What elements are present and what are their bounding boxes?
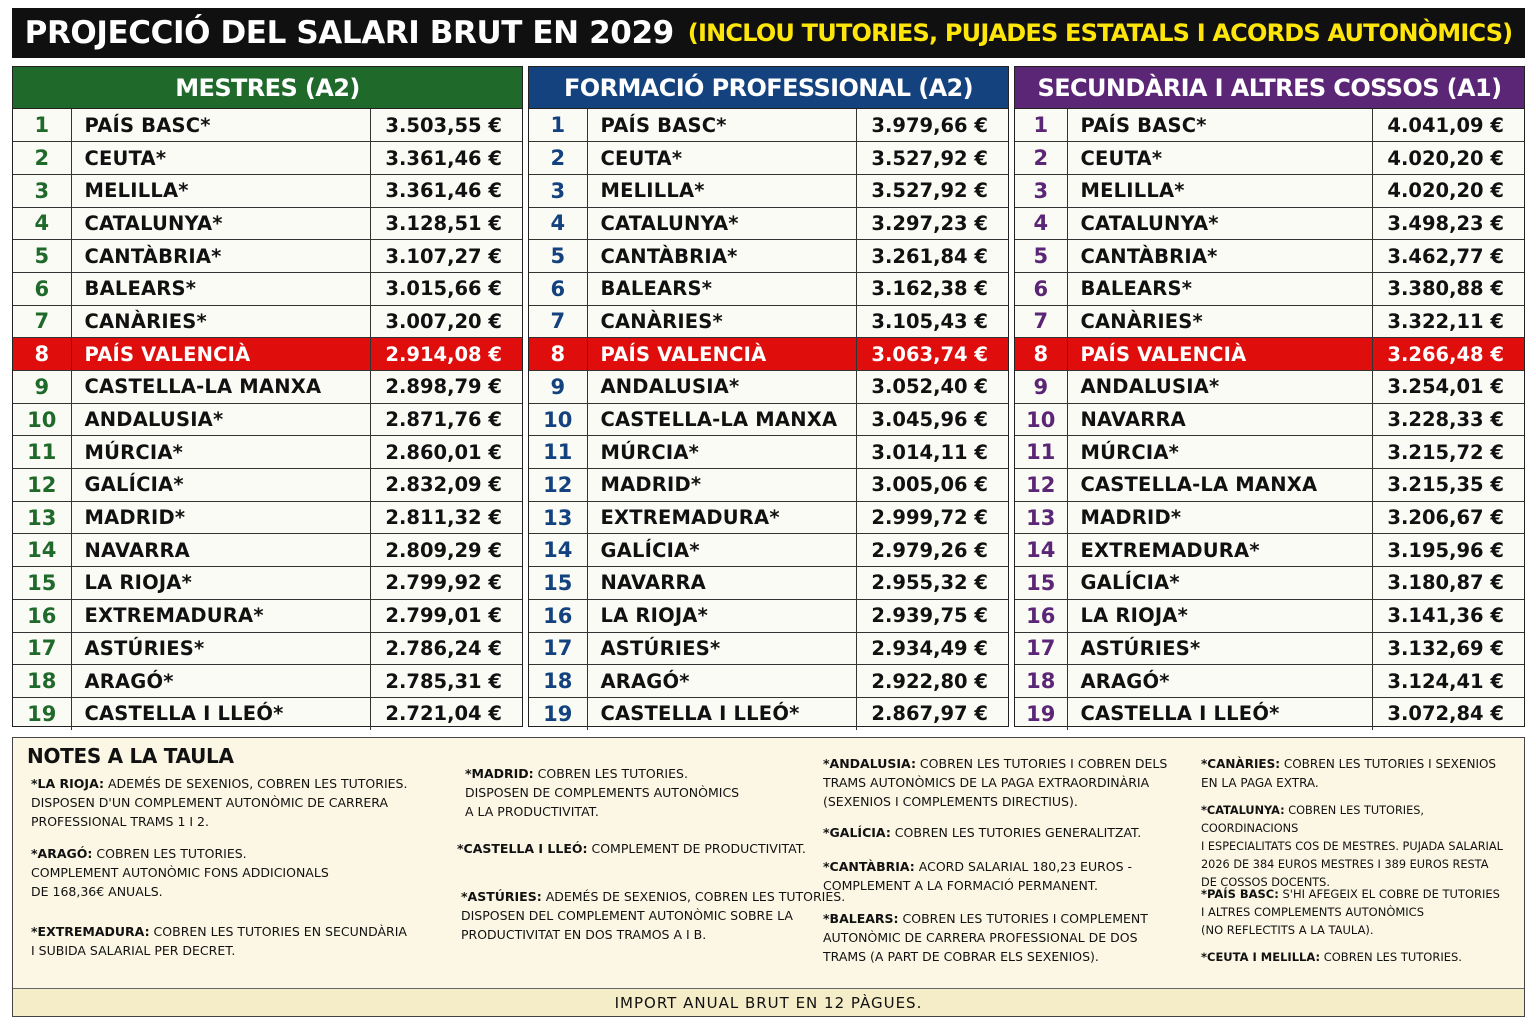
table-row xyxy=(1015,305,1524,338)
salary-cell: 3.045,96 € xyxy=(856,403,1008,436)
rank-cell: 19 xyxy=(1015,697,1067,730)
salary-cell: 2.934,49 € xyxy=(856,632,1008,665)
salary-cell: 3.527,92 € xyxy=(856,142,1008,175)
region-cell: PAÍS VALENCIÀ xyxy=(1067,338,1372,371)
table-row xyxy=(13,305,522,338)
rank-cell: 5 xyxy=(1015,240,1067,273)
table-row xyxy=(1015,436,1524,469)
region-cell: ANDALUSIA* xyxy=(71,403,370,436)
region-cell: EXTREMADURA* xyxy=(71,599,370,632)
note-label: *ARAGÓ: xyxy=(31,846,93,861)
region-cell: ANDALUSIA* xyxy=(587,371,856,404)
salary-cell: 3.132,69 € xyxy=(1372,632,1524,665)
table-row xyxy=(529,632,1008,665)
table-row xyxy=(529,567,1008,600)
salary-cell: 4.041,09 € xyxy=(1372,109,1524,142)
rank-cell: 17 xyxy=(529,632,587,665)
table-row xyxy=(529,142,1008,175)
salary-cell: 2.898,79 € xyxy=(370,371,522,404)
salary-cell: 2.979,26 € xyxy=(856,534,1008,567)
note-castella-i-lleo xyxy=(457,839,806,858)
salary-cell: 3.498,23 € xyxy=(1372,207,1524,240)
region-cell: ASTÚRIES* xyxy=(71,632,370,665)
region-cell: CASTELLA I LLEÓ* xyxy=(1067,697,1372,730)
salary-cell: 2.785,31 € xyxy=(370,665,522,698)
salary-cell: 3.072,84 € xyxy=(1387,702,1504,726)
region-cell: GALÍCIA* xyxy=(71,469,370,502)
table-row xyxy=(13,371,522,404)
ranking-table xyxy=(529,109,1008,730)
salary-cell: 3.361,46 € xyxy=(370,174,522,207)
table-row xyxy=(13,501,522,534)
salary-cell: 2.939,75 € xyxy=(856,599,1008,632)
salary-cell: 2.860,01 € xyxy=(370,436,522,469)
region-cell: GALÍCIA* xyxy=(1067,567,1372,600)
note-text: COBREN LES TUTORIES I COBREN DELS TRAMS AUTONÒMICS DE LA PAGA EXTRAORDINÀRIA (SEXENIOS I COMPLEMENTS DIRECTIUS). xyxy=(823,756,1168,809)
table-row xyxy=(529,207,1008,240)
rank-cell: 8 xyxy=(1015,338,1067,371)
note-pais-basc xyxy=(1201,885,1500,939)
title-bar xyxy=(12,8,1525,58)
region-cell: CANÀRIES* xyxy=(1067,305,1372,338)
table-row xyxy=(529,240,1008,273)
salary-cell: 3.141,36 € xyxy=(1372,599,1524,632)
salary-cell: 3.380,88 € xyxy=(1372,272,1524,305)
rank-cell: 17 xyxy=(1015,632,1067,665)
salary-cell: 3.124,41 € xyxy=(1372,665,1524,698)
note-label: *MADRID: xyxy=(465,766,534,781)
region-cell: CATALUNYA* xyxy=(71,207,370,240)
salary-cell: 3.503,55 € xyxy=(370,109,522,142)
region-cell: CATALUNYA* xyxy=(587,207,856,240)
region-cell: CEUTA* xyxy=(1067,142,1372,175)
region-cell: BALEARS* xyxy=(587,272,856,305)
table-row xyxy=(13,697,522,730)
region-cell: EXTREMADURA* xyxy=(587,501,856,534)
salary-cell: 3.261,84 € xyxy=(856,240,1008,273)
table-row xyxy=(1015,697,1524,730)
note-label: *GALÍCIA: xyxy=(823,825,891,840)
rank-cell: 12 xyxy=(13,469,71,502)
salary-cell: 2.809,29 € xyxy=(370,534,522,567)
table-row xyxy=(1015,665,1524,698)
region-cell: NAVARRA xyxy=(1067,403,1372,436)
salary-cell: 3.005,06 € xyxy=(856,469,1008,502)
region-cell: ARAGÓ* xyxy=(71,665,370,698)
table-row xyxy=(1015,109,1524,142)
region-cell: ARAGÓ* xyxy=(587,665,856,698)
note-label: *CATALUNYA: xyxy=(1201,804,1285,817)
page-subtitle: (INCLOU TUTORIES, PUJADES ESTATALS I ACORDS AUTONÒMICS) xyxy=(687,19,1513,47)
notes-box xyxy=(12,737,1525,1017)
rank-cell: 2 xyxy=(529,142,587,175)
salary-cell: 3.361,46 € xyxy=(370,142,522,175)
region-cell: GALÍCIA* xyxy=(587,534,856,567)
salary-cell: 3.015,66 € xyxy=(370,272,522,305)
rank-cell: 16 xyxy=(529,599,587,632)
rank-cell: 8 xyxy=(13,338,71,371)
table-row xyxy=(529,338,1008,371)
table-row xyxy=(1015,371,1524,404)
region-cell: PAÍS BASC* xyxy=(587,109,856,142)
rank-cell: 6 xyxy=(1015,272,1067,305)
table-row xyxy=(1015,174,1524,207)
rank-cell: 1 xyxy=(13,109,71,142)
rank-cell: 3 xyxy=(529,174,587,207)
rank-cell: 9 xyxy=(1015,371,1067,404)
region-cell: LA RIOJA* xyxy=(71,567,370,600)
table-row xyxy=(529,534,1008,567)
salary-cell: 3.162,38 € xyxy=(856,272,1008,305)
note-text: COBREN LES TUTORIES EN SECUNDÀRIA I SUBIDA SALARIAL PER DECRET. xyxy=(31,924,407,958)
note-text: COBREN LES TUTORIES I COMPLEMENT AUTONÒMIC DE CARRERA PROFESSIONAL DE DOS TRAMS (A PART DE COBRAR ELS SEXENIOS). xyxy=(823,911,1148,964)
note-extremadura xyxy=(31,922,407,960)
salary-cell: 3.105,43 € xyxy=(856,305,1008,338)
salary-cell: 2.871,76 € xyxy=(370,403,522,436)
rank-cell: 1 xyxy=(529,109,587,142)
note-andalusia xyxy=(823,754,1167,811)
rank-cell: 13 xyxy=(529,501,587,534)
region-cell: NAVARRA xyxy=(587,567,856,600)
rank-cell: 5 xyxy=(529,240,587,273)
region-cell: NAVARRA xyxy=(71,534,370,567)
rank-cell: 18 xyxy=(529,665,587,698)
salary-cell: 2.832,09 € xyxy=(370,469,522,502)
note-label: *CANÀRIES: xyxy=(1201,757,1281,771)
region-cell: BALEARS* xyxy=(1067,272,1372,305)
region-cell: CASTELLA-LA MANXA xyxy=(587,403,856,436)
salary-cell: 3.052,40 € xyxy=(856,371,1008,404)
table-row xyxy=(13,534,522,567)
table-row xyxy=(1015,240,1524,273)
table-row xyxy=(13,174,522,207)
rank-cell: 10 xyxy=(529,403,587,436)
rank-cell: 6 xyxy=(529,272,587,305)
salary-cell: 3.527,92 € xyxy=(856,174,1008,207)
table-row xyxy=(529,371,1008,404)
page-title: PROJECCIÓ DEL SALARI BRUT EN 2029 xyxy=(24,15,674,51)
rank-cell: 2 xyxy=(13,142,71,175)
salary-cell: 3.254,01 € xyxy=(1372,371,1524,404)
rank-cell: 3 xyxy=(13,174,71,207)
note-la-rioja xyxy=(31,774,407,831)
table-row xyxy=(529,109,1008,142)
table-row xyxy=(1015,632,1524,665)
region-cell: PAÍS BASC* xyxy=(1067,109,1372,142)
rank-cell: 4 xyxy=(1015,207,1067,240)
region-cell: MÚRCIA* xyxy=(71,436,370,469)
note-text: COBREN LES TUTORIES. DISPOSEN DE COMPLEMENTS AUTONÒMICS A LA PRODUCTIVITAT. xyxy=(465,766,740,819)
salary-cell: 3.180,87 € xyxy=(1372,567,1524,600)
salary-cell: 4.020,20 € xyxy=(1372,174,1524,207)
table-row xyxy=(13,665,522,698)
rank-cell: 10 xyxy=(1015,403,1067,436)
table-header: MESTRES (A2) xyxy=(13,67,522,109)
note-text: ACORD SALARIAL 180,23 EUROS - COMPLEMENT A LA FORMACIÓ PERMANENT. xyxy=(823,859,1133,893)
region-cell: CASTELLA-LA MANXA xyxy=(1067,469,1372,502)
table-row xyxy=(529,599,1008,632)
note-label: *EXTREMADURA: xyxy=(31,924,150,939)
note-label: *LA RIOJA: xyxy=(31,776,104,791)
note-galicia xyxy=(823,823,1141,842)
rank-cell: 12 xyxy=(529,469,587,502)
note-text: ADEMÉS DE SEXENIOS, COBREN LES TUTORIES. DISPOSEN D'UN COMPLEMENT AUTONÒMIC DE CARRERA PROFESSIONAL TRAMS 1 I 2. xyxy=(31,776,408,829)
rank-cell: 10 xyxy=(13,403,71,436)
rank-cell: 7 xyxy=(529,305,587,338)
note-ceuta-i-melilla xyxy=(1201,948,1462,967)
region-cell: CEUTA* xyxy=(587,142,856,175)
salary-cell: 3.228,33 € xyxy=(1372,403,1524,436)
rank-cell: 4 xyxy=(529,207,587,240)
note-label: *BALEARS: xyxy=(823,911,899,926)
rank-cell: 15 xyxy=(13,567,71,600)
region-cell: CANÀRIES* xyxy=(71,305,370,338)
region-cell: ANDALUSIA* xyxy=(1067,371,1372,404)
table-row xyxy=(13,142,522,175)
salary-cell: 2.867,97 € xyxy=(871,702,988,726)
rank-cell: 3 xyxy=(1015,174,1067,207)
salary-cell: 3.215,72 € xyxy=(1372,436,1524,469)
rank-cell: 18 xyxy=(1015,665,1067,698)
salary-cell: 3.322,11 € xyxy=(1372,305,1524,338)
rank-cell: 7 xyxy=(1015,305,1067,338)
table-row xyxy=(1015,207,1524,240)
table-formacio-professional xyxy=(528,66,1009,727)
region-cell: CASTELLA I LLEÓ* xyxy=(587,697,856,730)
salary-cell: 3.462,77 € xyxy=(1372,240,1524,273)
table-row xyxy=(529,272,1008,305)
salary-cell: 2.721,04 € xyxy=(385,702,502,726)
table-row xyxy=(13,207,522,240)
salary-cell: 3.195,96 € xyxy=(1372,534,1524,567)
table-row xyxy=(1015,501,1524,534)
note-text: COBREN LES TUTORIES I SEXENIOS EN LA PAGA EXTRA. xyxy=(1201,757,1497,790)
rank-cell: 6 xyxy=(13,272,71,305)
region-cell: ARAGÓ* xyxy=(1067,665,1372,698)
note-text: ADEMÉS DE SEXENIOS, COBREN LES TUTORIES. DISPOSEN DEL COMPLEMENT AUTONÒMIC SOBRE LA PRODUCTIVITAT EN DOS TRAMOS A I B. xyxy=(461,889,846,942)
notes-title: NOTES A LA TAULA xyxy=(27,744,234,768)
rank-cell: 8 xyxy=(529,338,587,371)
salary-cell: 2.799,01 € xyxy=(370,599,522,632)
rank-cell: 11 xyxy=(13,436,71,469)
note-madrid xyxy=(465,764,739,821)
note-label: *ASTÚRIES: xyxy=(461,889,542,904)
salary-cell: 3.007,20 € xyxy=(370,305,522,338)
salary-cell: 3.297,23 € xyxy=(856,207,1008,240)
salary-cell: 3.063,74 € xyxy=(856,338,1008,371)
region-cell: MÚRCIA* xyxy=(1067,436,1372,469)
table-row xyxy=(529,436,1008,469)
table-row xyxy=(13,436,522,469)
note-label: *PAÍS BASC: xyxy=(1201,887,1279,901)
region-cell: CEUTA* xyxy=(71,142,370,175)
note-text: COMPLEMENT DE PRODUCTIVITAT. xyxy=(587,841,806,856)
table-row xyxy=(13,632,522,665)
table-row xyxy=(13,240,522,273)
rank-cell: 18 xyxy=(13,665,71,698)
rank-cell: 7 xyxy=(13,305,71,338)
note-text: COBREN LES TUTORIES GENERALITZAT. xyxy=(890,825,1142,840)
table-row xyxy=(529,665,1008,698)
table-row xyxy=(1015,272,1524,305)
table-secundaria xyxy=(1014,66,1525,727)
rank-cell: 13 xyxy=(13,501,71,534)
note-asturies xyxy=(461,887,845,944)
rank-cell: 9 xyxy=(529,371,587,404)
rank-cell: 14 xyxy=(1015,534,1067,567)
region-cell: PAÍS VALENCIÀ xyxy=(71,338,370,371)
ranking-table xyxy=(13,109,522,730)
region-cell: ASTÚRIES* xyxy=(1067,632,1372,665)
region-cell: LA RIOJA* xyxy=(1067,599,1372,632)
region-cell: MADRID* xyxy=(71,501,370,534)
salary-cell: 3.128,51 € xyxy=(370,207,522,240)
table-row xyxy=(529,501,1008,534)
salary-cell: 2.786,24 € xyxy=(370,632,522,665)
region-cell: ASTÚRIES* xyxy=(587,632,856,665)
region-cell: PAÍS VALENCIÀ xyxy=(587,338,856,371)
region-cell: PAÍS BASC* xyxy=(71,109,370,142)
ranking-table xyxy=(1015,109,1524,730)
rank-cell: 16 xyxy=(1015,599,1067,632)
rank-cell: 14 xyxy=(529,534,587,567)
rank-cell: 16 xyxy=(13,599,71,632)
salary-cell: 3.979,66 € xyxy=(856,109,1008,142)
rank-cell: 19 xyxy=(529,697,587,730)
table-row xyxy=(1015,567,1524,600)
region-cell: MADRID* xyxy=(1067,501,1372,534)
salary-cell: 3.014,11 € xyxy=(856,436,1008,469)
table-row xyxy=(13,109,522,142)
rank-cell: 2 xyxy=(1015,142,1067,175)
note-arago xyxy=(31,844,329,901)
table-row xyxy=(1015,469,1524,502)
region-cell: CASTELLA-LA MANXA xyxy=(71,371,370,404)
region-cell: CATALUNYA* xyxy=(1067,207,1372,240)
salary-cell: 3.215,35 € xyxy=(1372,469,1524,502)
rank-cell: 11 xyxy=(1015,436,1067,469)
region-cell: MADRID* xyxy=(587,469,856,502)
table-row xyxy=(13,567,522,600)
table-header: FORMACIÓ PROFESSIONAL (A2) xyxy=(529,67,1008,109)
rank-cell: 14 xyxy=(13,534,71,567)
region-cell: MELILLA* xyxy=(587,174,856,207)
table-row xyxy=(13,403,522,436)
table-row xyxy=(1015,599,1524,632)
region-cell: MELILLA* xyxy=(1067,174,1372,207)
table-row xyxy=(13,469,522,502)
note-text: S'HI AFEGEIX EL COBRE DE TUTORIES I ALTRES COMPLEMENTS AUTONÒMICS (NO REFLECTITS A LA TAULA). xyxy=(1201,887,1500,937)
table-row xyxy=(529,174,1008,207)
table-row xyxy=(1015,403,1524,436)
rank-cell: 5 xyxy=(13,240,71,273)
rank-cell: 19 xyxy=(13,697,71,730)
region-cell: CANTÀBRIA* xyxy=(587,240,856,273)
rank-cell: 4 xyxy=(13,207,71,240)
salary-cell: 3.107,27 € xyxy=(370,240,522,273)
table-row xyxy=(13,272,522,305)
table-row xyxy=(1015,338,1524,371)
table-row xyxy=(13,338,522,371)
rank-cell: 13 xyxy=(1015,501,1067,534)
region-cell: BALEARS* xyxy=(71,272,370,305)
region-cell: LA RIOJA* xyxy=(587,599,856,632)
table-row xyxy=(13,599,522,632)
salary-cell: 2.955,32 € xyxy=(856,567,1008,600)
table-row xyxy=(529,697,1008,730)
salary-cell: 4.020,20 € xyxy=(1372,142,1524,175)
note-cantabria xyxy=(823,857,1132,895)
table-mestres xyxy=(12,66,523,727)
note-label: *CEUTA I MELILLA: xyxy=(1201,950,1321,964)
table-row xyxy=(529,305,1008,338)
salary-cell: 2.914,08 € xyxy=(370,338,522,371)
region-cell: CASTELLA I LLEÓ* xyxy=(71,697,370,730)
note-catalunya xyxy=(1201,802,1524,892)
table-row xyxy=(1015,534,1524,567)
note-label: *CASTELLA I LLEÓ: xyxy=(457,841,588,856)
rank-cell: 12 xyxy=(1015,469,1067,502)
note-text: COBREN LES TUTORIES. xyxy=(1320,950,1462,964)
note-label: *ANDALUSIA: xyxy=(823,756,916,771)
table-header: SECUNDÀRIA I ALTRES COSSOS (A1) xyxy=(1015,67,1524,109)
rank-cell: 11 xyxy=(529,436,587,469)
note-text: COBREN LES TUTORIES, COORDINACIONS I ESPECIALITATS COS DE MESTRES. PUJADA SALARIAL 2026 DE 384 EUROS MESTRES I 389 EUROS RESTA DE COSSOS DOCENTS. xyxy=(1201,804,1503,889)
region-cell: EXTREMADURA* xyxy=(1067,534,1372,567)
salary-cell: 2.999,72 € xyxy=(856,501,1008,534)
region-cell: CANTÀBRIA* xyxy=(71,240,370,273)
note-canaries xyxy=(1201,755,1496,793)
region-cell: MELILLA* xyxy=(71,174,370,207)
region-cell: CANÀRIES* xyxy=(587,305,856,338)
salary-cell: 2.922,80 € xyxy=(856,665,1008,698)
salary-cell: 3.266,48 € xyxy=(1372,338,1524,371)
rank-cell: 15 xyxy=(1015,567,1067,600)
note-balears xyxy=(823,909,1148,966)
region-cell: MÚRCIA* xyxy=(587,436,856,469)
footer-note: IMPORT ANUAL BRUT EN 12 PÀGUES. xyxy=(13,988,1524,1016)
salary-cell: 2.811,32 € xyxy=(370,501,522,534)
rank-cell: 15 xyxy=(529,567,587,600)
rank-cell: 17 xyxy=(13,632,71,665)
table-row xyxy=(529,403,1008,436)
note-label: *CANTÀBRIA: xyxy=(823,859,915,874)
table-row xyxy=(1015,142,1524,175)
note-text: COBREN LES TUTORIES. COMPLEMENT AUTONÒMIC FONS ADDICIONALS DE 168,36€ ANUALS. xyxy=(31,846,329,899)
salary-cell: 3.206,67 € xyxy=(1372,501,1524,534)
rank-cell: 1 xyxy=(1015,109,1067,142)
rank-cell: 9 xyxy=(13,371,71,404)
region-cell: CANTÀBRIA* xyxy=(1067,240,1372,273)
salary-cell: 2.799,92 € xyxy=(370,567,522,600)
table-row xyxy=(529,469,1008,502)
